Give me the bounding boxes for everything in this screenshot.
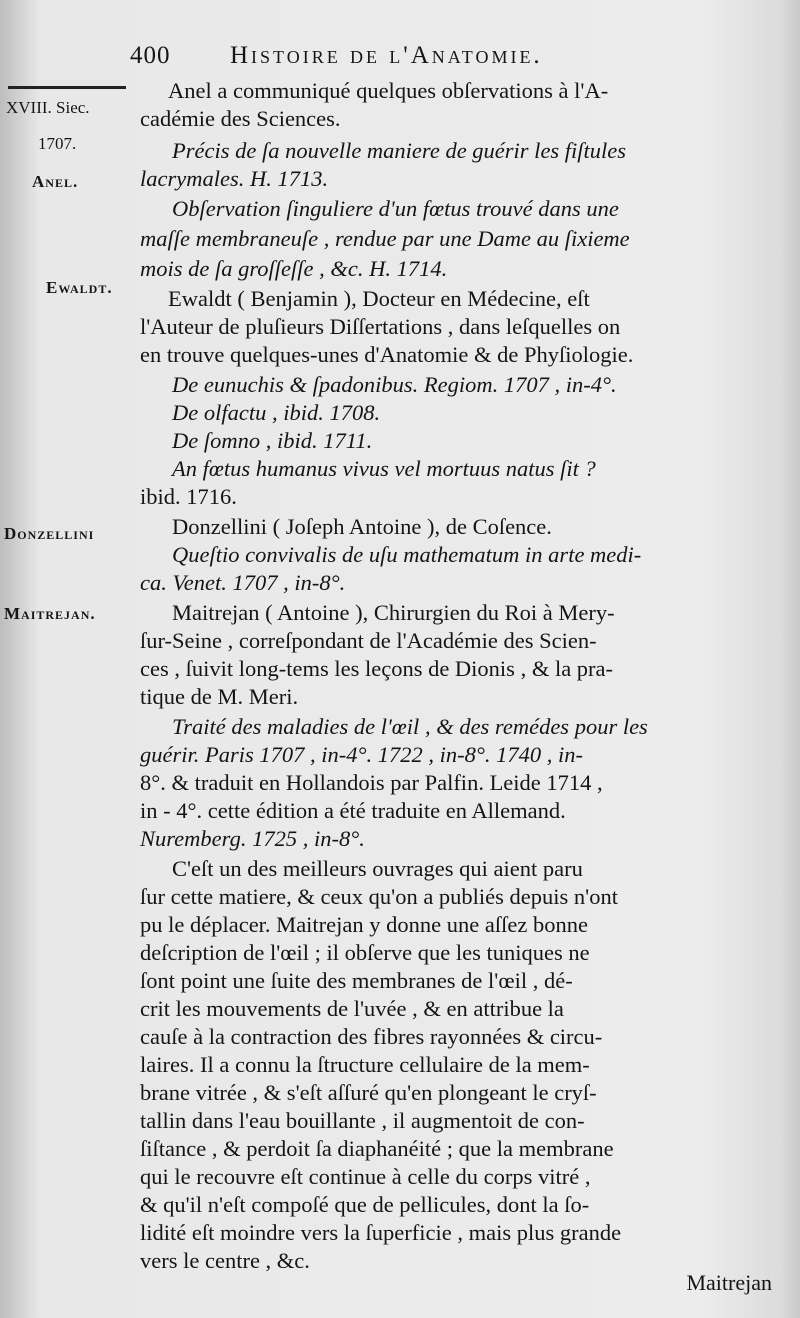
text-line: Nuremberg. 1725 , in-8°.: [140, 826, 365, 851]
text-line: Donzellini ( Joſeph Antoine ), de Coſence.: [172, 514, 552, 539]
text-line: cauſe à la contraction des fibres rayonnées & circu-: [140, 1024, 603, 1049]
text-line: guérir. Paris 1707 , in-4°. 1722 , in-8°. 1740 , in-: [140, 742, 583, 767]
text-line: Traité des maladies de l'œil , & des remédes pour les: [172, 714, 648, 739]
text-line: vers le centre , &c.: [140, 1248, 310, 1273]
running-header: [130, 42, 770, 76]
margin-century: XVIII. Siec.: [6, 98, 90, 117]
text-line: tique de M. Meri.: [140, 684, 299, 709]
text-line: ibid. 1716.: [140, 484, 237, 509]
text-line: cadémie des Sciences.: [140, 106, 341, 131]
text-line: C'eſt un des meilleurs ouvrages qui aient paru: [172, 856, 583, 881]
header-rule: [8, 86, 126, 89]
margin-maitrejan: Maitrejan.: [4, 604, 96, 623]
text-line: l'Auteur de pluſieurs Diſſertations , dans leſquelles on: [140, 314, 621, 339]
margin-year: 1707.: [38, 134, 77, 153]
text-line: An fœtus humanus vivus vel mortuus natus ſit ?: [172, 456, 596, 481]
text-line: De eunuchis & ſpadonibus. Regiom. 1707 , in-4°.: [172, 372, 617, 397]
running-title: Histoire de l'Anatomie.: [230, 42, 543, 69]
text-line: De olfactu , ibid. 1708.: [172, 400, 381, 425]
text-line: maſſe membraneuſe , rendue par une Dame au ſixieme: [140, 226, 630, 251]
text-line: Obſervation ſinguliere d'un fœtus trouvé dans une: [172, 196, 619, 221]
text-line: ca. Venet. 1707 , in-8°.: [140, 570, 346, 595]
margin-ewaldt: Ewaldt.: [46, 278, 113, 297]
text-line: tallin dans l'eau bouillante , il augmentoit de con-: [140, 1108, 585, 1133]
text-line: Anel a communiqué quelques obſervations à l'A-: [168, 78, 609, 103]
margin-anel: Anel.: [32, 172, 79, 191]
text-line: qui le recouvre eſt continue à celle du corps vitré ,: [140, 1164, 591, 1189]
text-line: lidité eſt moindre vers la ſuperficie , mais plus grande: [140, 1220, 622, 1245]
text-line: Queſtio convivalis de uſu mathematum in arte medi-: [172, 542, 642, 567]
text-line: pu le déplacer. Maitrejan y donne une aſſez bonne: [140, 912, 588, 937]
text-line: Ewaldt ( Benjamin ), Docteur en Médecine, eſt: [168, 286, 590, 311]
text-line: Précis de ſa nouvelle maniere de guérir les fiſtules: [172, 138, 627, 163]
text-line: laires. Il a connu la ſtructure cellulaire de la mem-: [140, 1052, 590, 1077]
text-line: lacrymales. H. 1713.: [140, 166, 329, 191]
text-line: deſcription de l'œil ; il obſerve que les tuniques ne: [140, 940, 590, 965]
catchword: Maitrejan: [686, 1270, 772, 1295]
text-line: ſur-Seine , correſpondant de l'Académie des Scien-: [140, 628, 597, 653]
text-line: 8°. & traduit en Hollandois par Palfin. Leide 1714 ,: [140, 770, 603, 795]
text-line: ſont point une ſuite des membranes de l'œil , dé-: [140, 968, 573, 993]
text-line: ces , ſuivit long-tems les leçons de Dionis , & la pra-: [140, 656, 614, 681]
text-line: mois de ſa groſſeſſe , &c. H. 1714.: [140, 256, 448, 281]
text-line: ſur cette matiere, & ceux qu'on a publiés depuis n'ont: [140, 884, 618, 909]
text-line: ſiſtance , & perdoit ſa diaphanéité ; que la membrane: [140, 1136, 614, 1161]
margin-donzellini: Donzellini: [4, 524, 95, 543]
text-line: en trouve quelques-unes d'Anatomie & de Phyſiologie.: [140, 342, 634, 367]
text-line: crit les mouvements de l'uvée , & en attribue la: [140, 996, 564, 1021]
page-number: 400: [130, 42, 171, 69]
text-line: in - 4°. cette édition a été traduite en Allemand.: [140, 798, 566, 823]
text-line: brane vitrée , & s'eſt aſſuré qu'en plongeant le cryſ-: [140, 1080, 597, 1105]
text-line: De ſomno , ibid. 1711.: [172, 428, 373, 453]
text-line: Maitrejan ( Antoine ), Chirurgien du Roi à Mery-: [172, 600, 615, 625]
text-line: & qu'il n'eſt compoſé que de pellicules, dont la ſo-: [140, 1192, 590, 1217]
